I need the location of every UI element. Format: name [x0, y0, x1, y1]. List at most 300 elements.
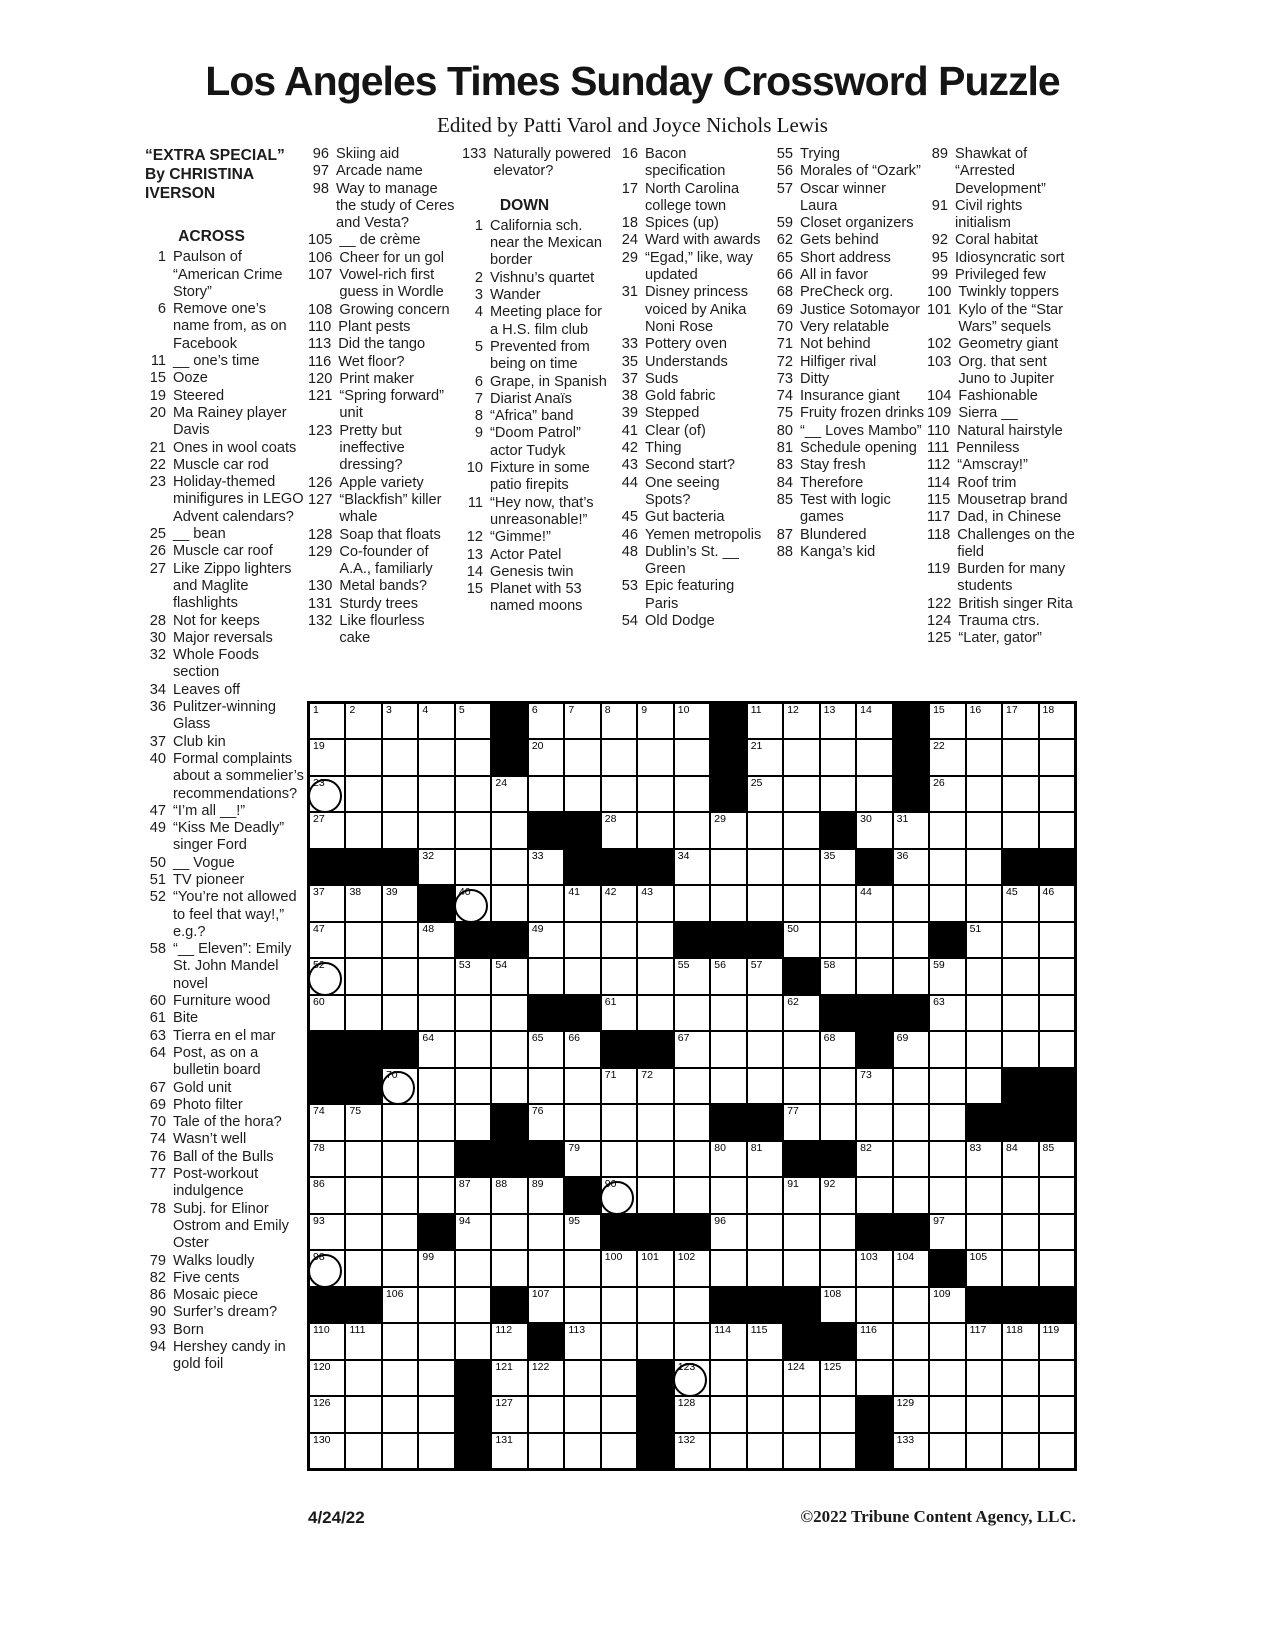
- grid-cell[interactable]: [565, 1032, 599, 1066]
- grid-cell[interactable]: [821, 1251, 855, 1285]
- grid-cell[interactable]: [894, 886, 928, 920]
- grid-cell[interactable]: [894, 923, 928, 957]
- grid-cell[interactable]: [638, 886, 672, 920]
- grid-cell[interactable]: [1003, 813, 1037, 847]
- grid-cell[interactable]: [346, 813, 380, 847]
- grid-cell[interactable]: [821, 923, 855, 957]
- grid-cell[interactable]: [748, 1251, 782, 1285]
- grid-cell[interactable]: [748, 1361, 782, 1395]
- grid-cell[interactable]: [346, 777, 380, 811]
- grid-cell[interactable]: [602, 704, 636, 738]
- grid-cell[interactable]: [857, 740, 891, 774]
- grid-cell[interactable]: [748, 1142, 782, 1176]
- grid-cell[interactable]: [310, 1215, 344, 1249]
- grid-cell[interactable]: [967, 1251, 1001, 1285]
- grid-cell[interactable]: [456, 813, 490, 847]
- grid-cell[interactable]: [1040, 1178, 1074, 1212]
- grid-cell[interactable]: [565, 1397, 599, 1431]
- grid-cell[interactable]: [346, 959, 380, 993]
- grid-cell[interactable]: [456, 1324, 490, 1358]
- grid-cell[interactable]: [602, 959, 636, 993]
- grid-cell[interactable]: [456, 996, 490, 1030]
- grid-cell[interactable]: [711, 1032, 745, 1066]
- grid-cell[interactable]: [894, 1105, 928, 1139]
- grid-cell[interactable]: [602, 740, 636, 774]
- grid-cell[interactable]: [565, 777, 599, 811]
- grid-cell[interactable]: [967, 959, 1001, 993]
- grid-cell[interactable]: [967, 1032, 1001, 1066]
- grid-cell[interactable]: [930, 1032, 964, 1066]
- grid-cell[interactable]: [967, 1142, 1001, 1176]
- grid-cell[interactable]: [492, 1397, 526, 1431]
- grid-cell[interactable]: [1040, 1361, 1074, 1395]
- grid-cell[interactable]: [602, 813, 636, 847]
- grid-cell[interactable]: [383, 1288, 417, 1322]
- grid-cell[interactable]: [821, 1032, 855, 1066]
- grid-cell[interactable]: [1003, 1032, 1037, 1066]
- grid-cell[interactable]: [529, 777, 563, 811]
- grid-cell[interactable]: [383, 923, 417, 957]
- grid-cell[interactable]: [748, 886, 782, 920]
- grid-cell[interactable]: [711, 886, 745, 920]
- grid-cell[interactable]: [456, 704, 490, 738]
- grid-cell[interactable]: [857, 1178, 891, 1212]
- grid-cell[interactable]: [821, 1288, 855, 1322]
- grid-cell[interactable]: [784, 1069, 818, 1103]
- grid-cell[interactable]: [383, 1251, 417, 1285]
- grid-cell[interactable]: [711, 1361, 745, 1395]
- grid-cell[interactable]: [346, 886, 380, 920]
- grid-cell[interactable]: [310, 1105, 344, 1139]
- grid-cell[interactable]: [1040, 1324, 1074, 1358]
- grid-cell[interactable]: [638, 704, 672, 738]
- grid-cell[interactable]: [857, 959, 891, 993]
- grid-cell[interactable]: [711, 996, 745, 1030]
- grid-cell[interactable]: [1003, 996, 1037, 1030]
- grid-cell[interactable]: [492, 850, 526, 884]
- grid-cell[interactable]: [602, 1142, 636, 1176]
- grid-cell[interactable]: [930, 850, 964, 884]
- grid-cell[interactable]: [1040, 996, 1074, 1030]
- grid-cell[interactable]: [857, 1324, 891, 1358]
- grid-cell[interactable]: [857, 1069, 891, 1103]
- grid-cell[interactable]: [967, 813, 1001, 847]
- grid-cell[interactable]: [784, 704, 818, 738]
- grid-cell[interactable]: [894, 1032, 928, 1066]
- grid-cell[interactable]: [638, 813, 672, 847]
- grid-cell[interactable]: [748, 740, 782, 774]
- grid-cell[interactable]: [346, 1324, 380, 1358]
- grid-cell[interactable]: [492, 1069, 526, 1103]
- grid-cell[interactable]: [1040, 813, 1074, 847]
- grid-cell[interactable]: [529, 1288, 563, 1322]
- grid-cell[interactable]: [821, 1434, 855, 1468]
- grid-cell[interactable]: [711, 1178, 745, 1212]
- grid-cell[interactable]: [638, 923, 672, 957]
- grid-cell[interactable]: [821, 886, 855, 920]
- grid-cell[interactable]: [930, 886, 964, 920]
- grid-cell[interactable]: [529, 1105, 563, 1139]
- grid-cell[interactable]: [894, 1434, 928, 1468]
- grid-cell[interactable]: [310, 1178, 344, 1212]
- grid-cell[interactable]: [383, 740, 417, 774]
- grid-cell[interactable]: [638, 1324, 672, 1358]
- grid-cell[interactable]: [1040, 1032, 1074, 1066]
- grid-cell[interactable]: [675, 1397, 709, 1431]
- grid-cell[interactable]: [310, 1251, 344, 1285]
- grid-cell[interactable]: [456, 1215, 490, 1249]
- grid-cell[interactable]: [675, 959, 709, 993]
- grid-cell[interactable]: [492, 1178, 526, 1212]
- grid-cell[interactable]: [894, 1324, 928, 1358]
- grid-cell[interactable]: [784, 740, 818, 774]
- grid-cell[interactable]: [310, 1397, 344, 1431]
- grid-cell[interactable]: [310, 996, 344, 1030]
- grid-cell[interactable]: [967, 1324, 1001, 1358]
- grid-cell[interactable]: [748, 1434, 782, 1468]
- grid-cell[interactable]: [894, 1069, 928, 1103]
- grid-cell[interactable]: [310, 1142, 344, 1176]
- grid-cell[interactable]: [675, 1032, 709, 1066]
- grid-cell[interactable]: [638, 996, 672, 1030]
- grid-cell[interactable]: [675, 704, 709, 738]
- grid-cell[interactable]: [930, 1434, 964, 1468]
- grid-cell[interactable]: [456, 1251, 490, 1285]
- grid-cell[interactable]: [565, 1215, 599, 1249]
- grid-cell[interactable]: [602, 1434, 636, 1468]
- grid-cell[interactable]: [419, 959, 453, 993]
- grid-cell[interactable]: [894, 1288, 928, 1322]
- grid-cell[interactable]: [346, 1105, 380, 1139]
- grid-cell[interactable]: [529, 1178, 563, 1212]
- grid-cell[interactable]: [784, 1434, 818, 1468]
- grid-cell[interactable]: [784, 1397, 818, 1431]
- grid-cell[interactable]: [529, 1032, 563, 1066]
- grid-cell[interactable]: [565, 1288, 599, 1322]
- grid-cell[interactable]: [419, 923, 453, 957]
- grid-cell[interactable]: [492, 813, 526, 847]
- grid-cell[interactable]: [492, 1215, 526, 1249]
- grid-cell[interactable]: [419, 1142, 453, 1176]
- grid-cell[interactable]: [784, 886, 818, 920]
- grid-cell[interactable]: [419, 704, 453, 738]
- grid-cell[interactable]: [529, 850, 563, 884]
- grid-cell[interactable]: [821, 1069, 855, 1103]
- grid-cell[interactable]: [419, 1361, 453, 1395]
- grid-cell[interactable]: [456, 740, 490, 774]
- grid-cell[interactable]: [383, 886, 417, 920]
- grid-cell[interactable]: [675, 740, 709, 774]
- grid-cell[interactable]: [565, 1105, 599, 1139]
- grid-cell[interactable]: [930, 1142, 964, 1176]
- grid-cell[interactable]: [894, 813, 928, 847]
- grid-cell[interactable]: [565, 1434, 599, 1468]
- grid-cell[interactable]: [711, 1324, 745, 1358]
- grid-cell[interactable]: [565, 1142, 599, 1176]
- grid-cell[interactable]: [821, 777, 855, 811]
- grid-cell[interactable]: [894, 1397, 928, 1431]
- grid-cell[interactable]: [492, 959, 526, 993]
- grid-cell[interactable]: [529, 1434, 563, 1468]
- grid-cell[interactable]: [310, 1324, 344, 1358]
- grid-cell[interactable]: [784, 1215, 818, 1249]
- grid-cell[interactable]: [456, 1069, 490, 1103]
- grid-cell[interactable]: [748, 813, 782, 847]
- grid-cell[interactable]: [1040, 740, 1074, 774]
- grid-cell[interactable]: [602, 1178, 636, 1212]
- grid-cell[interactable]: [346, 740, 380, 774]
- grid-cell[interactable]: [675, 1178, 709, 1212]
- grid-cell[interactable]: [602, 1397, 636, 1431]
- grid-cell[interactable]: [675, 813, 709, 847]
- grid-cell[interactable]: [930, 1324, 964, 1358]
- grid-cell[interactable]: [383, 1324, 417, 1358]
- grid-cell[interactable]: [529, 1069, 563, 1103]
- grid-cell[interactable]: [346, 1251, 380, 1285]
- grid-cell[interactable]: [383, 959, 417, 993]
- grid-cell[interactable]: [748, 777, 782, 811]
- grid-cell[interactable]: [602, 1288, 636, 1322]
- grid-cell[interactable]: [419, 1434, 453, 1468]
- grid-cell[interactable]: [419, 1397, 453, 1431]
- grid-cell[interactable]: [310, 777, 344, 811]
- grid-cell[interactable]: [456, 1032, 490, 1066]
- grid-cell[interactable]: [930, 1361, 964, 1395]
- grid-cell[interactable]: [967, 1215, 1001, 1249]
- grid-cell[interactable]: [1003, 1251, 1037, 1285]
- grid-cell[interactable]: [821, 1361, 855, 1395]
- grid-cell[interactable]: [602, 1069, 636, 1103]
- grid-cell[interactable]: [675, 1251, 709, 1285]
- grid-cell[interactable]: [565, 740, 599, 774]
- grid-cell[interactable]: [383, 1215, 417, 1249]
- grid-cell[interactable]: [967, 777, 1001, 811]
- grid-cell[interactable]: [930, 1288, 964, 1322]
- grid-cell[interactable]: [748, 1215, 782, 1249]
- grid-cell[interactable]: [711, 1397, 745, 1431]
- grid-cell[interactable]: [1003, 1434, 1037, 1468]
- grid-cell[interactable]: [967, 923, 1001, 957]
- grid-cell[interactable]: [675, 850, 709, 884]
- grid-cell[interactable]: [967, 704, 1001, 738]
- grid-cell[interactable]: [1003, 886, 1037, 920]
- grid-cell[interactable]: [638, 1069, 672, 1103]
- grid-cell[interactable]: [784, 777, 818, 811]
- grid-cell[interactable]: [456, 777, 490, 811]
- grid-cell[interactable]: [310, 704, 344, 738]
- grid-cell[interactable]: [602, 996, 636, 1030]
- grid-cell[interactable]: [456, 1105, 490, 1139]
- grid-cell[interactable]: [784, 996, 818, 1030]
- grid-cell[interactable]: [894, 850, 928, 884]
- grid-cell[interactable]: [383, 813, 417, 847]
- grid-cell[interactable]: [967, 996, 1001, 1030]
- grid-cell[interactable]: [602, 886, 636, 920]
- grid-cell[interactable]: [711, 1069, 745, 1103]
- grid-cell[interactable]: [675, 886, 709, 920]
- grid-cell[interactable]: [748, 1032, 782, 1066]
- grid-cell[interactable]: [784, 923, 818, 957]
- grid-cell[interactable]: [1003, 1324, 1037, 1358]
- grid-cell[interactable]: [857, 1288, 891, 1322]
- grid-cell[interactable]: [310, 923, 344, 957]
- grid-cell[interactable]: [675, 1105, 709, 1139]
- grid-cell[interactable]: [383, 1105, 417, 1139]
- grid-cell[interactable]: [967, 1361, 1001, 1395]
- grid-cell[interactable]: [310, 813, 344, 847]
- grid-cell[interactable]: [419, 1178, 453, 1212]
- grid-cell[interactable]: [346, 923, 380, 957]
- grid-cell[interactable]: [821, 1215, 855, 1249]
- grid-cell[interactable]: [492, 1324, 526, 1358]
- grid-cell[interactable]: [602, 1361, 636, 1395]
- grid-cell[interactable]: [1040, 1215, 1074, 1249]
- grid-cell[interactable]: [1003, 740, 1037, 774]
- grid-cell[interactable]: [748, 959, 782, 993]
- grid-cell[interactable]: [565, 1324, 599, 1358]
- grid-cell[interactable]: [711, 1251, 745, 1285]
- grid-cell[interactable]: [930, 740, 964, 774]
- grid-cell[interactable]: [1040, 704, 1074, 738]
- grid-cell[interactable]: [529, 1361, 563, 1395]
- grid-cell[interactable]: [310, 1361, 344, 1395]
- grid-cell[interactable]: [310, 740, 344, 774]
- grid-cell[interactable]: [930, 1397, 964, 1431]
- grid-cell[interactable]: [967, 1397, 1001, 1431]
- grid-cell[interactable]: [638, 740, 672, 774]
- grid-cell[interactable]: [383, 777, 417, 811]
- grid-cell[interactable]: [1040, 777, 1074, 811]
- grid-cell[interactable]: [638, 777, 672, 811]
- grid-cell[interactable]: [821, 740, 855, 774]
- grid-cell[interactable]: [419, 740, 453, 774]
- grid-cell[interactable]: [894, 1142, 928, 1176]
- grid-cell[interactable]: [857, 1105, 891, 1139]
- grid-cell[interactable]: [1003, 777, 1037, 811]
- grid-cell[interactable]: [383, 1434, 417, 1468]
- grid-cell[interactable]: [675, 996, 709, 1030]
- grid-cell[interactable]: [565, 704, 599, 738]
- grid-cell[interactable]: [930, 959, 964, 993]
- grid-cell[interactable]: [1040, 1397, 1074, 1431]
- grid-cell[interactable]: [638, 1251, 672, 1285]
- grid-cell[interactable]: [857, 886, 891, 920]
- grid-cell[interactable]: [529, 1215, 563, 1249]
- grid-cell[interactable]: [711, 813, 745, 847]
- grid-cell[interactable]: [346, 704, 380, 738]
- grid-cell[interactable]: [821, 959, 855, 993]
- grid-cell[interactable]: [821, 850, 855, 884]
- grid-cell[interactable]: [930, 996, 964, 1030]
- grid-cell[interactable]: [857, 777, 891, 811]
- grid-cell[interactable]: [419, 1251, 453, 1285]
- grid-cell[interactable]: [419, 1288, 453, 1322]
- grid-cell[interactable]: [310, 886, 344, 920]
- grid-cell[interactable]: [346, 996, 380, 1030]
- grid-cell[interactable]: [456, 850, 490, 884]
- grid-cell[interactable]: [565, 1069, 599, 1103]
- grid-cell[interactable]: [930, 1105, 964, 1139]
- grid-cell[interactable]: [565, 923, 599, 957]
- grid-cell[interactable]: [602, 1251, 636, 1285]
- grid-cell[interactable]: [675, 1288, 709, 1322]
- grid-cell[interactable]: [565, 959, 599, 993]
- grid-cell[interactable]: [638, 1178, 672, 1212]
- grid-cell[interactable]: [419, 1105, 453, 1139]
- grid-cell[interactable]: [857, 813, 891, 847]
- grid-cell[interactable]: [638, 959, 672, 993]
- grid-cell[interactable]: [565, 886, 599, 920]
- grid-cell[interactable]: [492, 1251, 526, 1285]
- grid-cell[interactable]: [602, 923, 636, 957]
- grid-cell[interactable]: [383, 996, 417, 1030]
- grid-cell[interactable]: [1003, 1178, 1037, 1212]
- grid-cell[interactable]: [456, 886, 490, 920]
- grid-cell[interactable]: [529, 740, 563, 774]
- grid-cell[interactable]: [419, 777, 453, 811]
- grid-cell[interactable]: [748, 1324, 782, 1358]
- grid-cell[interactable]: [1003, 1142, 1037, 1176]
- grid-cell[interactable]: [748, 1069, 782, 1103]
- grid-cell[interactable]: [1040, 1251, 1074, 1285]
- grid-cell[interactable]: [346, 1215, 380, 1249]
- grid-cell[interactable]: [1003, 1397, 1037, 1431]
- grid-cell[interactable]: [748, 996, 782, 1030]
- grid-cell[interactable]: [310, 1434, 344, 1468]
- grid-cell[interactable]: [821, 1397, 855, 1431]
- grid-cell[interactable]: [857, 1142, 891, 1176]
- grid-cell[interactable]: [1040, 886, 1074, 920]
- grid-cell[interactable]: [784, 1361, 818, 1395]
- grid-cell[interactable]: [419, 1032, 453, 1066]
- grid-cell[interactable]: [383, 1069, 417, 1103]
- grid-cell[interactable]: [894, 1178, 928, 1212]
- grid-cell[interactable]: [675, 1142, 709, 1176]
- grid-cell[interactable]: [857, 1251, 891, 1285]
- grid-cell[interactable]: [1003, 704, 1037, 738]
- grid-cell[interactable]: [967, 740, 1001, 774]
- grid-cell[interactable]: [894, 959, 928, 993]
- grid-cell[interactable]: [492, 1032, 526, 1066]
- grid-cell[interactable]: [492, 886, 526, 920]
- grid-cell[interactable]: [930, 777, 964, 811]
- grid-cell[interactable]: [638, 1105, 672, 1139]
- grid-cell[interactable]: [383, 1142, 417, 1176]
- grid-cell[interactable]: [711, 1215, 745, 1249]
- grid-cell[interactable]: [711, 850, 745, 884]
- grid-cell[interactable]: [529, 1397, 563, 1431]
- grid-cell[interactable]: [1040, 959, 1074, 993]
- grid-cell[interactable]: [930, 1178, 964, 1212]
- grid-cell[interactable]: [456, 959, 490, 993]
- grid-cell[interactable]: [419, 1324, 453, 1358]
- grid-cell[interactable]: [784, 1178, 818, 1212]
- grid-cell[interactable]: [419, 813, 453, 847]
- grid-cell[interactable]: [857, 1361, 891, 1395]
- grid-cell[interactable]: [930, 1215, 964, 1249]
- grid-cell[interactable]: [346, 1142, 380, 1176]
- grid-cell[interactable]: [967, 1434, 1001, 1468]
- grid-cell[interactable]: [383, 1361, 417, 1395]
- grid-cell[interactable]: [529, 1251, 563, 1285]
- grid-cell[interactable]: [602, 1105, 636, 1139]
- grid-cell[interactable]: [419, 1069, 453, 1103]
- grid-cell[interactable]: [1040, 1434, 1074, 1468]
- grid-cell[interactable]: [857, 923, 891, 957]
- grid-cell[interactable]: [1003, 1215, 1037, 1249]
- grid-cell[interactable]: [930, 1069, 964, 1103]
- grid-cell[interactable]: [456, 1178, 490, 1212]
